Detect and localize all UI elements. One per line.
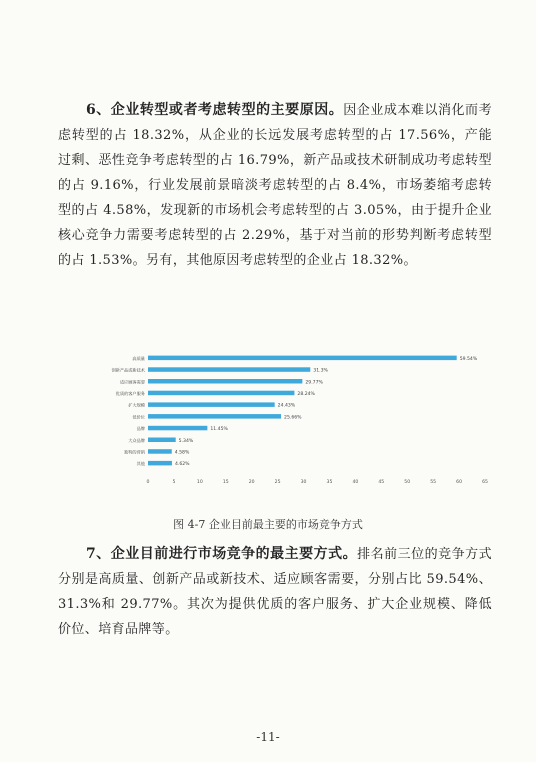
- x-tick-label: 25: [274, 480, 281, 485]
- value-label: 59.54%: [459, 356, 478, 362]
- section-7-paragraph: [58, 542, 492, 642]
- bar: [148, 438, 176, 443]
- value-label: 29.77%: [305, 380, 323, 386]
- category-label: 品牌: [136, 426, 145, 432]
- value-label: 4.58%: [174, 450, 190, 456]
- value-label: 28.24%: [297, 391, 315, 397]
- x-tick-label: 5: [172, 480, 176, 485]
- section-6-paragraph: [58, 98, 492, 273]
- x-tick-label: 35: [326, 480, 333, 485]
- category-label: 其他: [136, 461, 145, 467]
- x-tick-label: 45: [378, 480, 385, 485]
- bar: [148, 426, 207, 431]
- bar: [148, 449, 172, 454]
- section-7-body: 排名前三位的竞争方式分别是高质量、创新产品或新技术、适应顾客需要，分别占比 59.54%、 31.3%和 29.77%。其次为提供优质的客户服务、扩大企业规模、降低价位、培育品牌等。: [58, 547, 492, 637]
- value-label: 24.43%: [277, 403, 296, 409]
- x-tick-label: 15: [222, 480, 229, 485]
- value-label: 11.45%: [210, 427, 228, 433]
- x-tick-label: 30: [300, 480, 307, 485]
- x-tick-label: 10: [196, 480, 203, 485]
- x-tick-label: 40: [352, 480, 359, 485]
- value-label: 4.62%: [174, 462, 190, 468]
- x-tick-label: 60: [456, 480, 463, 485]
- bar: [148, 379, 302, 384]
- category-label: 低价位: [132, 414, 145, 420]
- value-label: 25.66%: [284, 415, 302, 421]
- category-label: 优质的客户服务: [115, 390, 145, 396]
- x-tick-label: 0: [146, 480, 150, 485]
- bar: [148, 391, 294, 396]
- x-tick-label: 65: [482, 480, 488, 485]
- bar: [148, 356, 457, 361]
- section-7-lead: 7、企业目前进行市场竞争的最主要方式。: [86, 546, 358, 562]
- page-number: -11-: [256, 730, 280, 744]
- category-label: 大众品牌: [128, 437, 145, 443]
- bar: [148, 402, 275, 407]
- category-label: 高质量: [132, 355, 145, 361]
- bar: [148, 461, 172, 466]
- value-label: 5.34%: [178, 438, 194, 444]
- category-label: 创新产品或新技术: [111, 367, 145, 373]
- category-label: 独特的营销: [124, 449, 145, 455]
- bar: [148, 367, 310, 372]
- category-label: 适应顾客需要: [119, 379, 145, 385]
- category-label: 扩大规模: [128, 402, 145, 408]
- x-tick-label: 55: [430, 480, 437, 485]
- x-tick-label: 20: [248, 480, 255, 485]
- section-6-body: 因企业成本难以消化而考虑转型的占 18.32%，从企业的长远发展考虑转型的占 17.56%，产能过剩、恶性竞争考虑转型的占 16.79%，新产品或技术研制成功考虑转型的占 9.16%，行业发展前景暗淡考虑转型的占 8.4%，市场萎缩考虑转型的占 4.58%，发现新的市场机会考虑转型的占 3.05%，由于提升企业核心竞争力需要考虑转型的占 2.29%，基于对当前的形势判断考虑转型的占 1.53%。另有，其他原因考虑转型的企业占 18.32%。: [58, 103, 492, 268]
- competition-methods-bar-chart: [90, 346, 510, 506]
- figure-caption: 图 4-7 企业目前最主要的市场竞争方式: [173, 518, 363, 531]
- bar: [148, 414, 281, 419]
- section-6-lead: 6、企业转型或者考虑转型的主要原因。: [86, 102, 344, 118]
- x-tick-label: 50: [404, 480, 411, 485]
- value-label: 31.3%: [313, 368, 328, 374]
